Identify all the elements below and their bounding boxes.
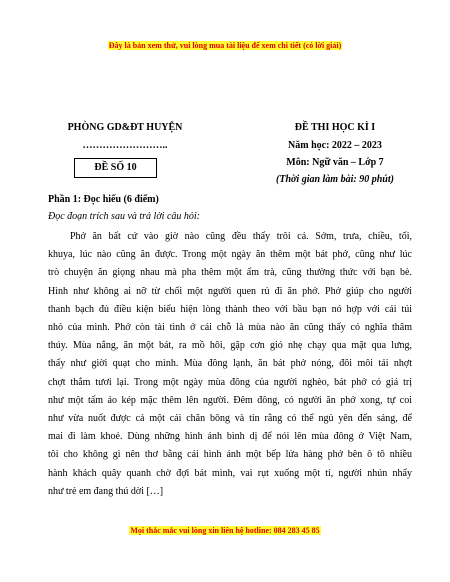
passage-line: Hình như không ai nỡ từ chối một người quen rủ đi ăn phở. Phở giúp cho người: [48, 285, 412, 297]
passage-line: Phở ăn bất cứ vào giờ nào cũng đều thấy trôi cả. Sớm, trưa, chiều, tối,: [70, 231, 412, 242]
passage-line: tôi cho không gì nên thơ bằng cái hình ảnh một bếp lửa hàng phở bên ô tô nhiều: [48, 449, 412, 461]
passage-line: như trẻ em đang thú dời […]: [48, 485, 164, 497]
section-instruction: Đọc đoạn trích sau và trả lời câu hỏi:: [48, 211, 200, 222]
passage-line: thanh bạch đủ điều kiện biểu hiện lòng thành theo với bầu bạn nó hợp với cái túi: [48, 303, 412, 315]
passage-line: nhỏ của mình. Phở còn tài tình ở cái chỗ là mùa nào ăn cũng thấy có nghĩa thâm: [48, 322, 412, 334]
reading-passage: [48, 228, 412, 501]
school-year: Năm học: 2022 – 2023: [288, 140, 382, 151]
exam-code-box: ĐỀ SỐ 10: [74, 158, 157, 178]
department-name: PHÒNG GD&ĐT HUYỆN: [67, 122, 183, 133]
passage-line: khuya, lúc nào cũng ăn được. Trong một ngày ăn thêm một bát phở, cũng như lúc: [48, 249, 412, 261]
subject: Môn: Ngữ văn – Lớp 7: [286, 157, 384, 168]
exam-title: ĐỀ THI HỌC KÌ I: [294, 122, 376, 133]
passage-line: hành khách quây quanh chờ đợi bát mình, vai rụt xuống một tí, người nhún nhẩy: [48, 467, 412, 479]
preview-banner: [0, 41, 450, 50]
district-blank: ……………………..: [82, 140, 168, 151]
passage-line: như vừa nuốt được cả một cái chăn bông và tin rằng có thể ngủ yên đến sáng, để: [48, 413, 412, 425]
hotline-text: Mọi thắc mắc vui lòng xin liên hệ hotline: 084 283 45 85: [130, 526, 320, 535]
duration: (Thời gian làm bài: 90 phút): [276, 174, 394, 185]
preview-banner-text: Đây là bản xem thử, vui lòng mua tài liệu để xem chi tiết (có lời giải): [108, 41, 342, 50]
hotline-footer: [0, 526, 450, 535]
passage-line: thúy. Mùa nắng, ăn một bát, ra mồ hôi, gặp cơn gió nhẹ chạy qua mặt qua lưng,: [48, 340, 412, 352]
passage-line: như một tấm áo kép mặc thêm lên người. Đêm đông, có người ăn phở xong, tự coi: [48, 394, 412, 406]
section-title: Phần 1: Đọc hiểu (6 điểm): [48, 194, 159, 205]
passage-line: mai đi làm khoẻ. Dùng những hình ảnh bình dị để nói lên mùa đông ở Việt Nam,: [48, 431, 412, 443]
passage-line: chợt thắm tươi lại. Trong một ngày mùa đông của người nghèo, bát phở có giá trị: [48, 376, 412, 388]
passage-line: trò chuyện ăn giọng nhau mà pha thêm một ấm trà, cũng thường thức với bạn bè.: [48, 267, 412, 279]
passage-line: thấy như giời quạt cho mình. Mùa đông lạnh, ăn bát phở nóng, đôi môi tái nhợt: [48, 358, 412, 370]
